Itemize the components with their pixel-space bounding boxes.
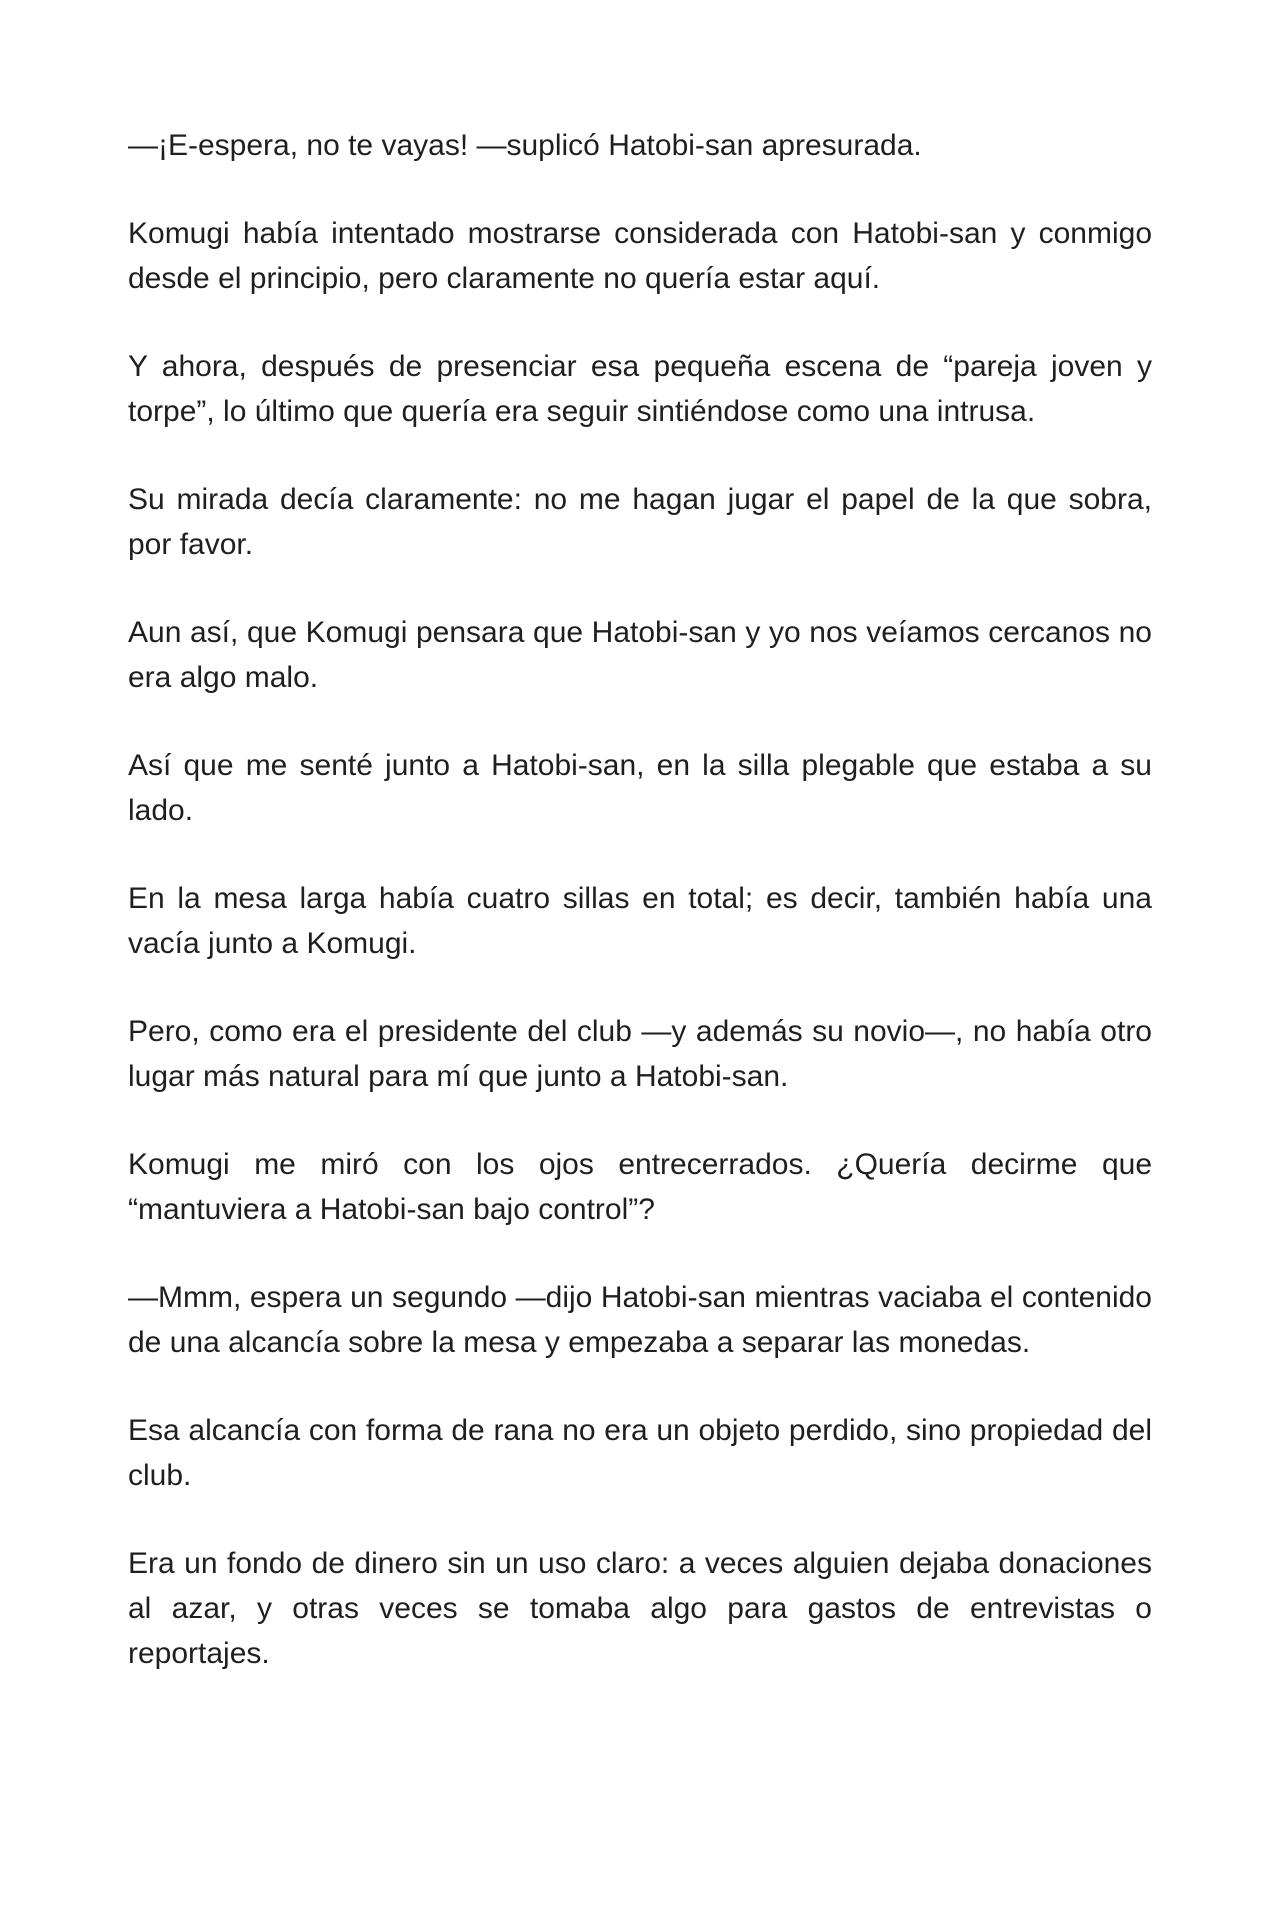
- paragraph: Komugi había intentado mostrarse considerada con Hatobi-san y conmigo desde el principio, pero claramente no quería estar aquí.: [128, 217, 1152, 295]
- paragraph: —Mmm, espera un segundo —dijo Hatobi-san mientras vaciaba el contenido de una alcancía sobre la mesa y empezaba a separar las monedas.: [128, 1281, 1152, 1359]
- paragraph: Pero, como era el presidente del club —y además su novio—, no había otro lugar más natural para mí que junto a Hatobi-san.: [128, 1015, 1152, 1093]
- paragraph: Esa alcancía con forma de rana no era un objeto perdido, sino propiedad del club.: [128, 1414, 1152, 1492]
- paragraph: —¡E-espera, no te vayas! —suplicó Hatobi-san apresurada.: [128, 129, 922, 162]
- paragraph: Así que me senté junto a Hatobi-san, en la silla plegable que estaba a su lado.: [128, 749, 1152, 827]
- paragraph: Era un fondo de dinero sin un uso claro: a veces alguien dejaba donaciones al azar, y otras veces se tomaba algo para gastos de entrevistas o reportajes.: [128, 1547, 1152, 1670]
- paragraph: Su mirada decía claramente: no me hagan jugar el papel de la que sobra, por favor.: [128, 483, 1152, 561]
- paragraph: Y ahora, después de presenciar esa pequeña escena de “pareja joven y torpe”, lo último que quería era seguir sintiéndose como una intrusa.: [128, 350, 1152, 428]
- paragraph: Aun así, que Komugi pensara que Hatobi-san y yo nos veíamos cercanos no era algo malo.: [128, 616, 1152, 694]
- paragraph: En la mesa larga había cuatro sillas en total; es decir, también había una vacía junto a Komugi.: [128, 882, 1152, 960]
- paragraph: Komugi me miró con los ojos entrecerrados. ¿Quería decirme que “mantuviera a Hatobi-san bajo control”?: [128, 1148, 1152, 1226]
